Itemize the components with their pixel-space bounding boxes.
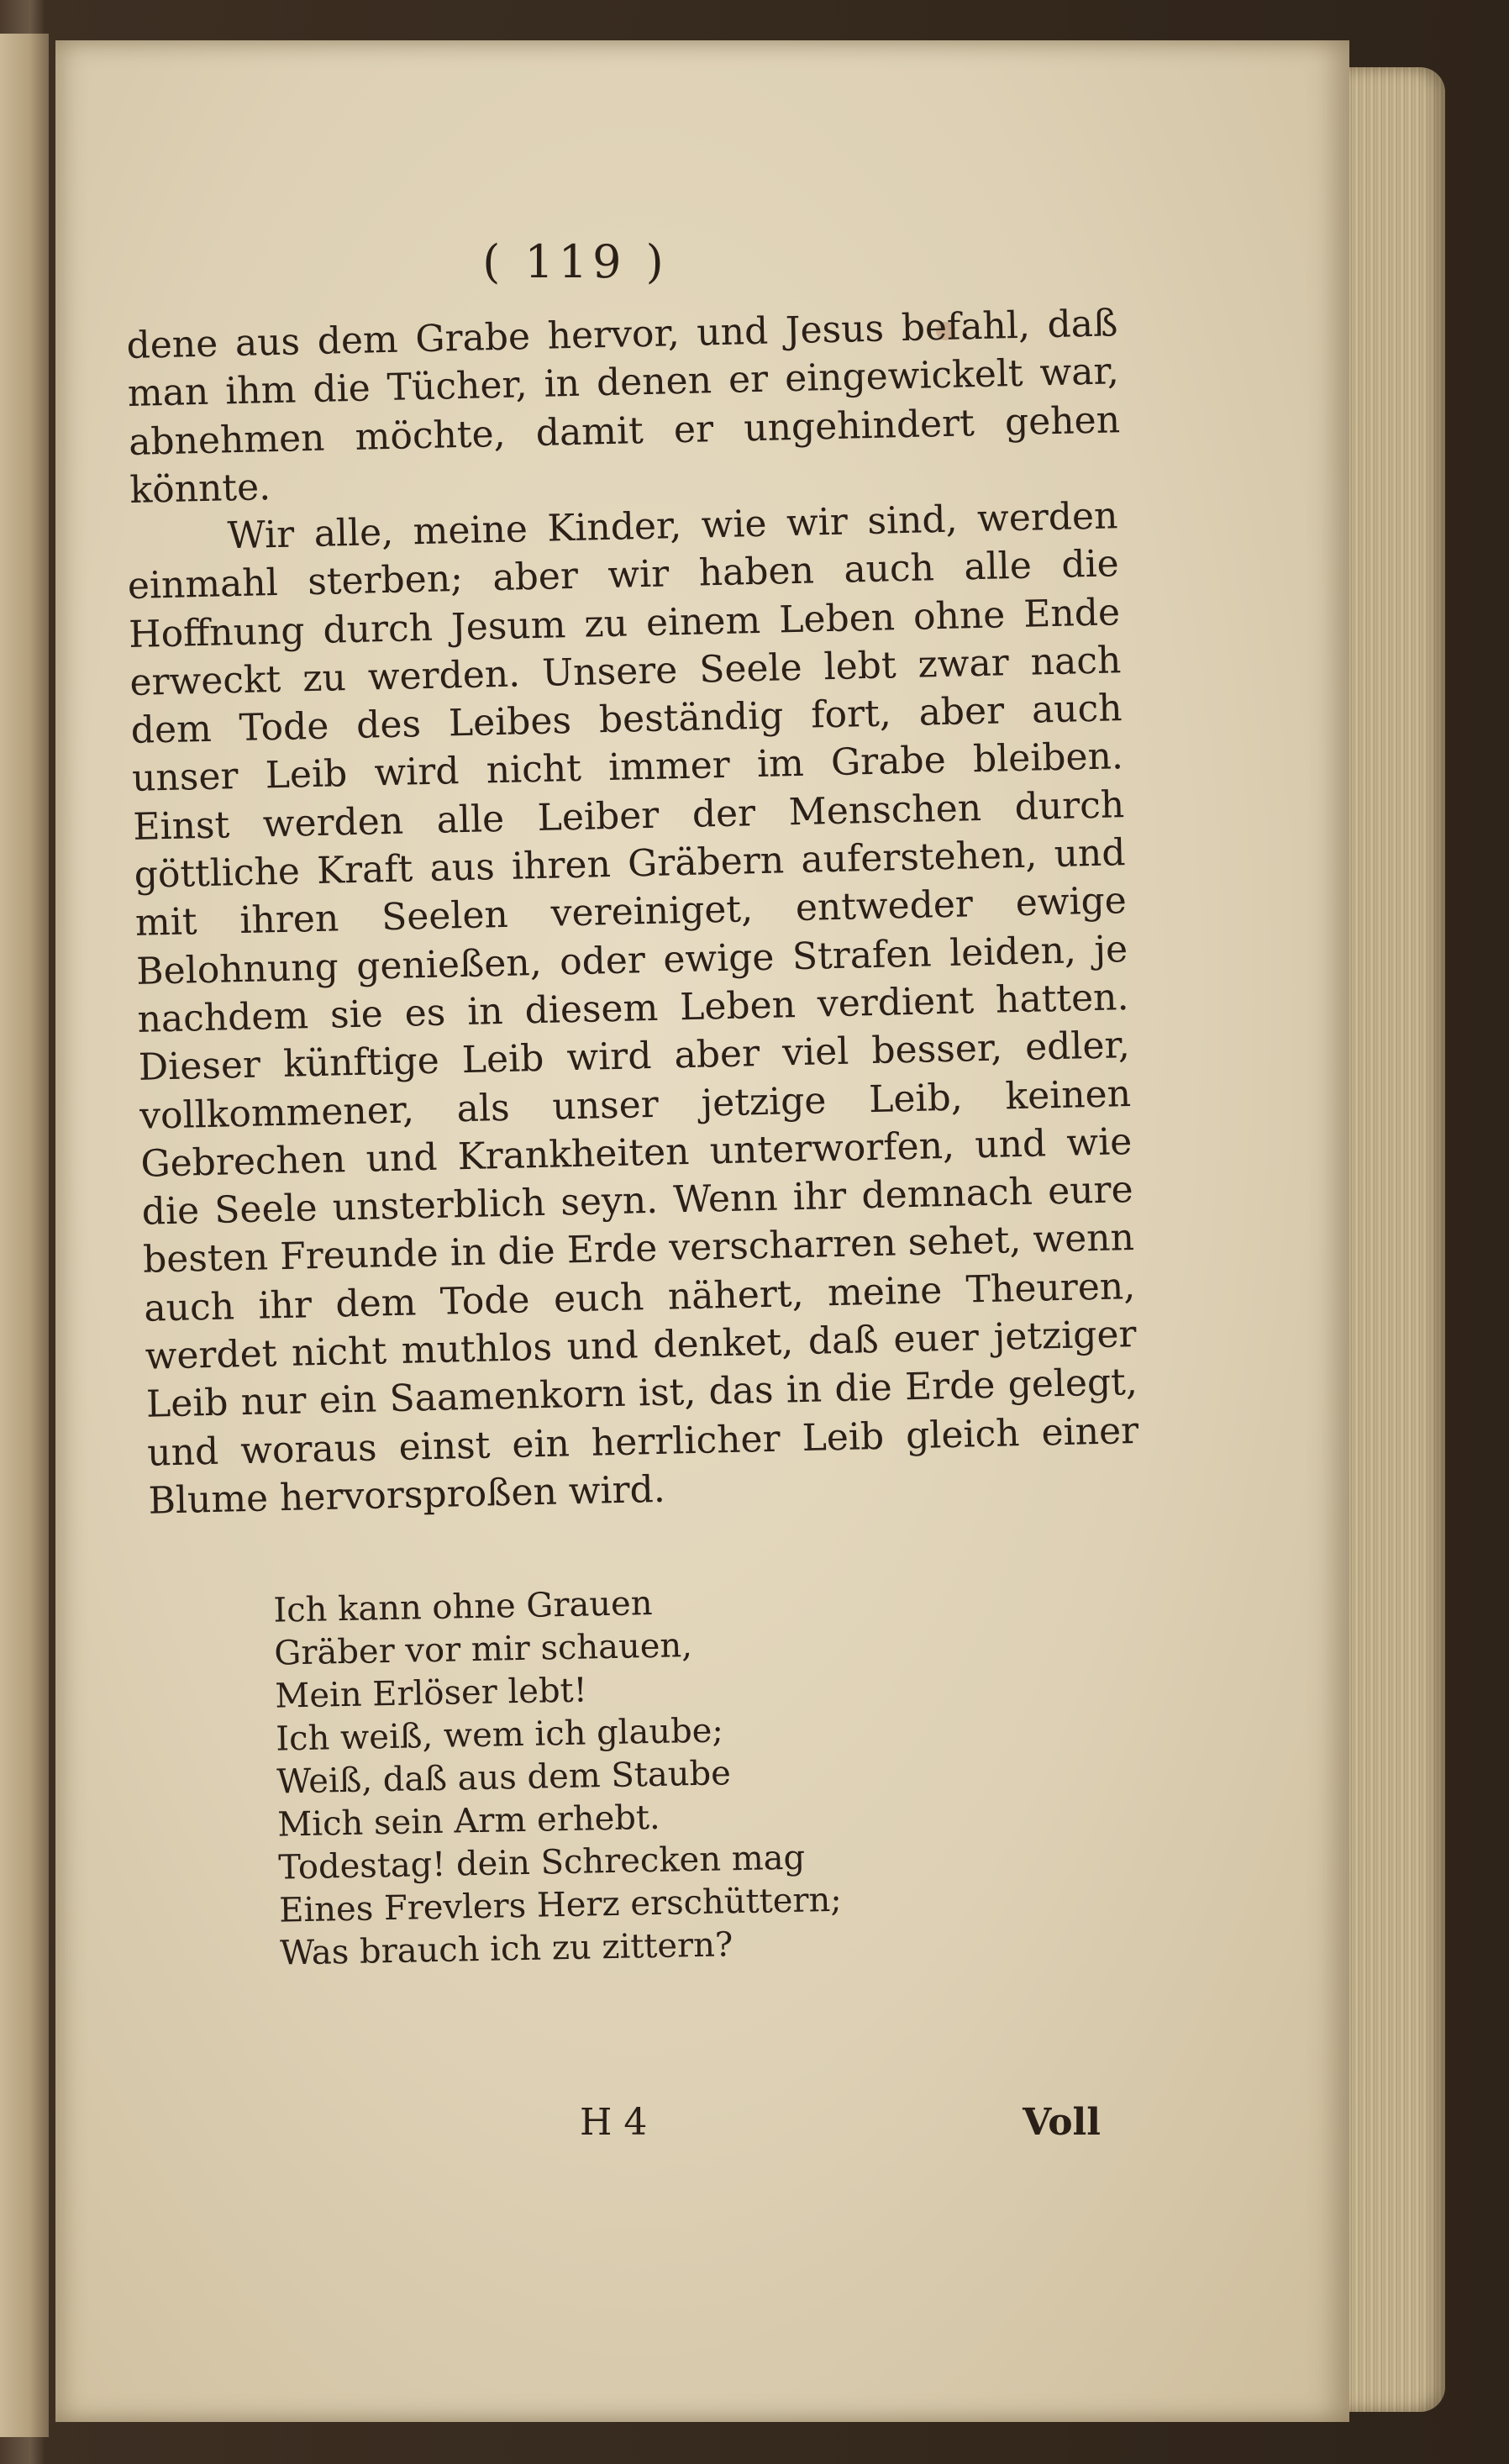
poem-line: Eines Frevlers Herz erschüttern; <box>278 1881 843 1930</box>
poem-line: Todestag! dein Schrecken mag <box>277 1838 806 1887</box>
poem-line: Was brauch ich zu zittern? <box>279 1925 733 1973</box>
page-text <box>126 235 1139 1978</box>
paragraph-2: Wir alle, meine Kinder, wie wir sind, werden einmahl sterben; aber wir haben auch alle die Hoffnung durch Jesum zu einem Leben ohne Ende erweckt zu werden. Unsere Seele lebt zwar nach dem Tode des Leibes beständig fort, aber auch unser Leib wird nicht immer im Grabe bleiben. Einst werden alle Leiber der Menschen durch göttliche Kraft aus ihren Gräbern auferstehen, und mit ihren Seelen vereiniget, entweder ewige Belohnung genießen, oder ewige Strafen leiden, je nachdem sie es in diesem Leben verdient hatten. Dieser künftige Leib wird aber viel besser, edler, vollkommener, als unser jetzige Leib, keinen Gebrechen und Krankheiten unterworfen, und wie die Seele unsterblich seyn. Wenn ihr demnach eure besten Freunde in die Erde verscharren sehet, wenn auch ihr dem Tode euch nähert, meine Theuren, werdet nicht muthlos und denket, daß euer jetziger Leib nur ein Saamenkorn ist, das in die Erde gelegt, und woraus einst ein herrlicher Leib gleich einer Blume hervorsproßen wird. <box>127 494 1139 1523</box>
catchword: Voll <box>1023 2101 1101 2144</box>
poem-line: Mein Erlöser lebt! <box>274 1671 588 1717</box>
poem-line: Mich sein Arm erhebt. <box>276 1798 661 1845</box>
paragraph-1: dene aus dem Grabe hervor, und Jesus befahl, daß man ihm die Tücher, in denen er eingewickelt war, abnehmen möchte, damit er ungehindert gehen könnte. <box>126 302 1121 512</box>
page-number: ( 119 ) <box>482 235 669 288</box>
poem-line: Ich kann ohne Grauen <box>273 1584 653 1631</box>
poem-line: Gräber vor mir schauen, <box>273 1626 693 1674</box>
signature-mark: H 4 <box>580 2101 648 2144</box>
facing-page-edge <box>0 34 49 2437</box>
poem <box>126 1574 1125 1979</box>
poem-line: Weiß, daß aus dem Staube <box>276 1754 732 1803</box>
body-text <box>126 302 1139 1525</box>
poem-line: Ich weiß, wem ich glaube; <box>275 1711 724 1760</box>
page-block-edges <box>1344 67 1445 2412</box>
